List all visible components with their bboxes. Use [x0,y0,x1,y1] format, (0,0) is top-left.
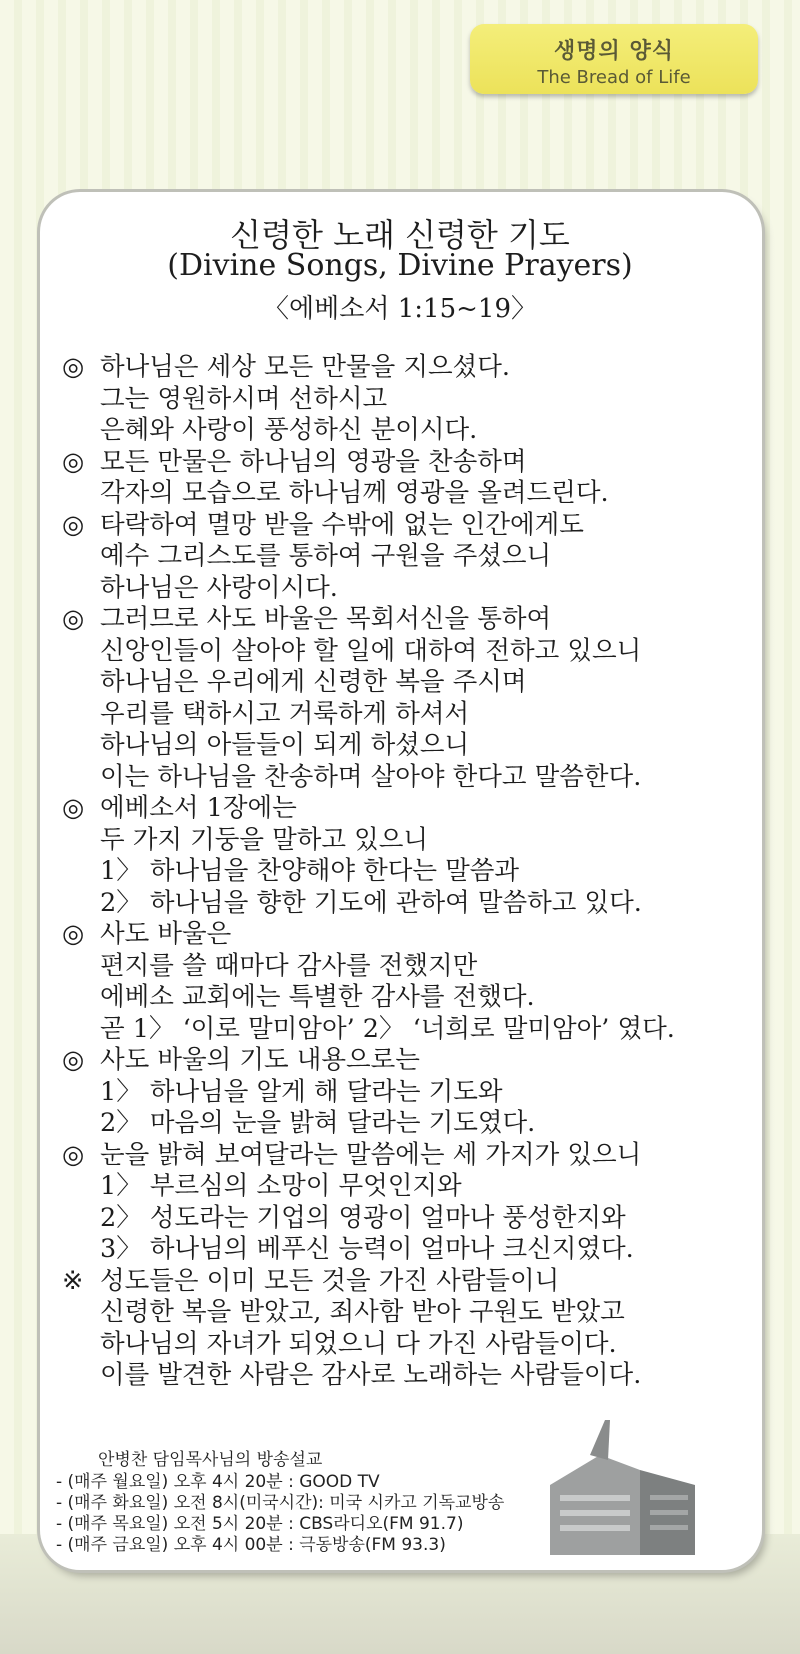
sermon-line [62,1203,752,1235]
sermon-line [62,1014,752,1046]
sermon-line [62,352,752,384]
sermon-line-text: 신령한 복을 받았고, 죄사함 받아 구원도 받았고 [100,1297,625,1327]
sermon-body [62,352,752,1392]
bullet-mark: ◎ [62,352,85,382]
broadcast-line: - (매주 화요일) 오전 8시(미국시간): 미국 시카고 기독교방송 [56,1493,505,1513]
sermon-line [62,1140,752,1172]
sermon-line [62,1297,752,1329]
sermon-line [62,793,752,825]
sermon-line-text: 사도 바울은 [100,919,232,949]
bullet-mark: ◎ [62,604,85,634]
sermon-line [62,919,752,951]
sermon-line-text: 1〉 하나님을 알게 해 달라는 기도와 [100,1076,503,1107]
sermon-line [62,604,752,636]
broadcast-line: - (매주 월요일) 오후 4시 20분 : GOOD TV [56,1472,380,1492]
bullet-mark: ◎ [62,509,85,540]
sermon-line-text: 편지를 쓸 때마다 감사를 전했지만 [100,950,478,981]
sermon-line [62,1360,752,1392]
sermon-line [62,856,752,888]
sermon-line-text: 에베소서 1장에는 [100,793,297,823]
sermon-line-text: 2〉 성도라는 기업의 영광이 얼마나 풍성한지와 [100,1202,626,1233]
sermon-line-text: 타락하여 멸망 받을 수밖에 없는 인간에게도 [100,509,584,540]
sermon-line-text: 각자의 모습으로 하나님께 영광을 올려드린다. [100,478,609,508]
sermon-line-text: 그러므로 사도 바울은 목회서신을 통하여 [100,604,552,634]
sermon-line [62,384,752,416]
sermon-line [62,951,752,983]
sermon-line [62,730,752,762]
sermon-line [62,1171,752,1203]
sermon-line-text: 은혜와 사랑이 풍성하신 분이시다. [100,415,478,445]
bullet-mark: ◎ [62,446,85,477]
sermon-line [62,1329,752,1361]
sermon-line-text: 두 가지 기둥을 말하고 있으니 [100,824,429,855]
sermon-line [62,825,752,857]
sermon-line [62,982,752,1014]
note-mark: ※ [62,1265,84,1296]
sermon-line [62,636,752,668]
sermon-line-text: 곧 1〉 ‘이로 말미암아’ 2〉 ‘너희로 말미암아’ 였다. [100,1013,675,1044]
header-badge [470,24,758,94]
sermon-line [62,1045,752,1077]
sermon-line [62,1234,752,1266]
sermon-line-text: 하나님의 아들들이 되게 하셨으니 [100,730,470,760]
bullet-mark: ◎ [62,919,85,949]
broadcast-heading: 안병찬 담임목사님의 방송설교 [98,1450,323,1470]
sermon-line [62,667,752,699]
sermon-line [62,510,752,542]
sermon-line-text: 성도들은 이미 모든 것을 가진 사람들이니 [100,1265,560,1296]
header-subtitle: The Bread of Life [537,67,691,88]
sermon-line-text: 하나님은 세상 모든 만물을 지으셨다. [100,352,511,382]
sermon-line-text: 모든 만물은 하나님의 영광을 찬송하며 [100,446,527,477]
sermon-line-text: 우리를 택하시고 거룩하게 하셔서 [100,698,470,729]
sermon-line-text: 눈을 밝혀 보여달라는 말씀에는 세 가지가 있으니 [100,1139,642,1170]
bullet-mark: ◎ [62,793,85,823]
header-title: 생명의 양식 [554,39,674,64]
sermon-title-korean: 신령한 노래 신령한 기도 [230,216,570,254]
sermon-line-text: 2〉 하나님을 향한 기도에 관하여 말씀하고 있다. [100,887,642,918]
sermon-line [62,1077,752,1109]
sermon-line [62,573,752,605]
sermon-line [62,1108,752,1140]
sermon-line-text: 이를 발견한 사람은 감사로 노래하는 사람들이다. [100,1360,642,1390]
sermon-line-text: 에베소 교회에는 특별한 감사를 전했다. [100,982,535,1012]
sermon-line [62,447,752,479]
broadcast-line: - (매주 금요일) 오후 4시 00분 : 극동방송(FM 93.3) [56,1535,446,1555]
sermon-line-text: 1〉 부르심의 소망이 무엇인지와 [100,1171,462,1201]
sermon-line-text: 2〉 마음의 눈을 밝혀 달라는 기도였다. [100,1108,536,1138]
sermon-line-text: 하나님은 사랑이시다. [100,572,338,603]
sermon-line-text: 사도 바울의 기도 내용으로는 [100,1045,420,1075]
sermon-line [62,541,752,573]
sermon-line [62,1266,752,1298]
sermon-line-text: 3〉 하나님의 베푸신 능력이 얼마나 크신지였다. [100,1234,634,1264]
sermon-line-text: 신앙인들이 살아야 할 일에 대하여 전하고 있으니 [100,635,642,666]
sermon-line [62,415,752,447]
sermon-line [62,888,752,920]
sermon-line [62,699,752,731]
sermon-line-text: 이는 하나님을 찬송하며 살아야 한다고 말씀한다. [100,761,642,792]
bullet-mark: ◎ [62,1139,85,1170]
scripture-reference: 〈에베소서 1:15~19〉 [263,294,537,324]
sermon-line-text: 하나님은 우리에게 신령한 복을 주시며 [100,667,527,697]
sermon-title-english: (Divine Songs, Divine Prayers) [167,248,633,283]
sermon-line-text: 하나님의 자녀가 되었으니 다 가진 사람들이다. [100,1328,617,1359]
sermon-line-text: 1〉 하나님을 찬양해야 한다는 말씀과 [100,856,520,886]
sermon-line [62,478,752,510]
sermon-line-text: 예수 그리스도를 통하여 구원을 주셨으니 [100,541,552,571]
sermon-line-text: 그는 영원하시며 선하시고 [100,383,388,414]
sermon-line [62,762,752,794]
broadcast-info [56,1448,504,1556]
broadcast-line: - (매주 목요일) 오전 5시 20분 : CBS라디오(FM 91.7) [56,1514,464,1534]
bullet-mark: ◎ [62,1045,85,1075]
church-building-image [530,1415,710,1555]
